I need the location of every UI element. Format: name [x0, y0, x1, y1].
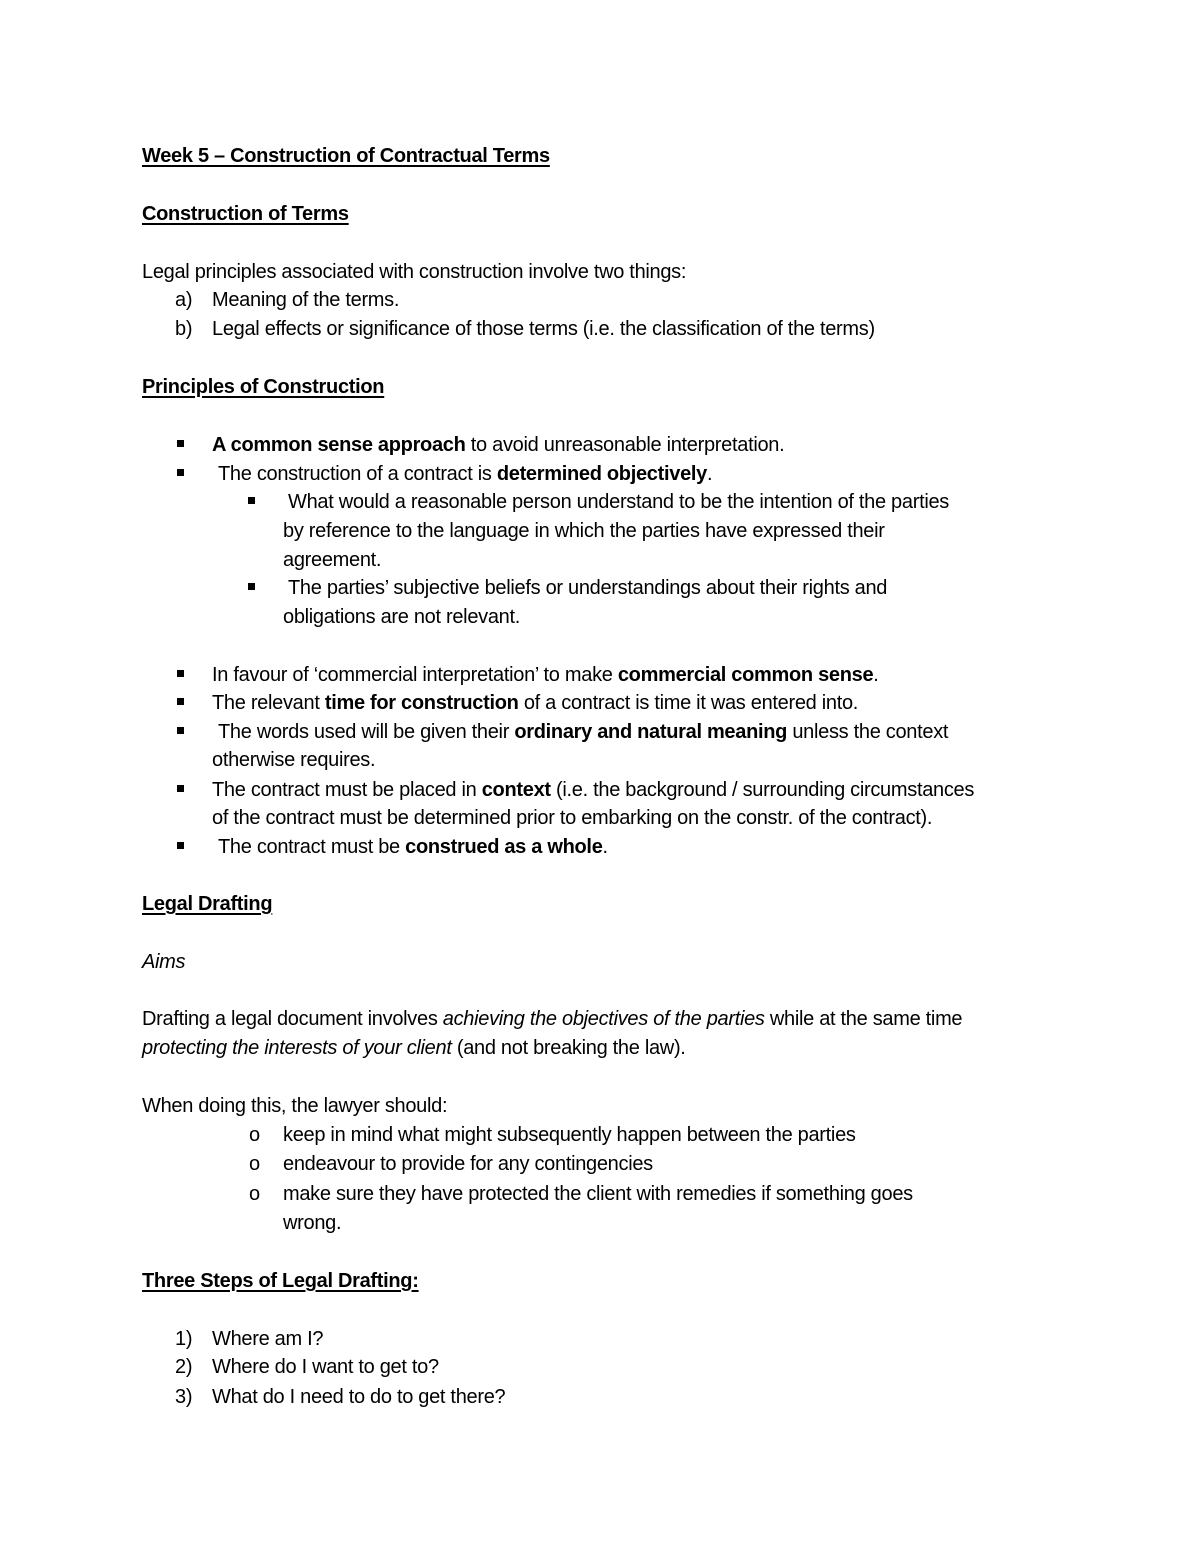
sub-list-item: The parties’ subjective beliefs or understandings about their rights and [288, 577, 888, 599]
document-title: Week 5 – Construction of Contractual Terms [142, 145, 550, 167]
sub-list-item: What would a reasonable person understand to be the intention of the parties [288, 491, 949, 513]
bullet-square-icon [177, 727, 184, 734]
list-item: Legal effects or significance of those terms (i.e. the classification of the terms) [212, 318, 875, 340]
heading-principles-of-construction: Principles of Construction [142, 376, 385, 398]
list-marker: b) [175, 318, 193, 340]
list-item: What do I need to do to get there? [212, 1386, 506, 1408]
list-item: The words used will be given their ordinary and natural meaning unless the context [218, 721, 949, 743]
bullet-square-icon [177, 440, 184, 447]
heading-three-steps: Three Steps of Legal Drafting: [142, 1270, 419, 1292]
list-item: The relevant time for construction of a contract is time it was entered into. [212, 692, 859, 714]
list-item-continuation: of the contract must be determined prior to embarking on the constr. of the contract). [212, 807, 933, 829]
bullet-square-icon [248, 583, 255, 590]
sub-list-item-continuation: obligations are not relevant. [283, 606, 521, 628]
list-item: In favour of ‘commercial interpretation’ to make commercial common sense. [212, 664, 879, 686]
bullet-square-icon [177, 469, 184, 476]
bullet-square-icon [177, 670, 184, 677]
paragraph: Drafting a legal document involves achieving the objectives of the parties while at the same time [142, 1008, 963, 1030]
list-item: A common sense approach to avoid unreasonable interpretation. [212, 434, 785, 456]
list-item: endeavour to provide for any contingencies [283, 1153, 653, 1175]
list-marker: a) [175, 289, 193, 311]
list-marker: 1) [175, 1328, 193, 1350]
list-item-continuation: wrong. [283, 1212, 342, 1234]
list-item: Meaning of the terms. [212, 289, 400, 311]
bullet-square-icon [177, 698, 184, 705]
list-item: make sure they have protected the client with remedies if something goes [283, 1183, 913, 1205]
list-item: Where do I want to get to? [212, 1356, 439, 1378]
list-item: keep in mind what might subsequently happen between the parties [283, 1124, 856, 1146]
paragraph-continuation: protecting the interests of your client (and not breaking the law). [142, 1037, 686, 1059]
bullet-square-icon [177, 785, 184, 792]
heading-construction-of-terms: Construction of Terms [142, 203, 349, 225]
list-item: The contract must be placed in context (i.e. the background / surrounding circumstances [212, 779, 975, 801]
list-marker: o [249, 1183, 260, 1205]
list-item: The contract must be construed as a whole. [218, 836, 608, 858]
list-item: The construction of a contract is determined objectively. [218, 463, 713, 485]
list-marker: o [249, 1153, 260, 1175]
bullet-square-icon [177, 842, 184, 849]
list-marker: o [249, 1124, 260, 1146]
list-item: Where am I? [212, 1328, 324, 1350]
list-marker: 2) [175, 1356, 193, 1378]
list-marker: 3) [175, 1386, 193, 1408]
sub-list-item-continuation: agreement. [283, 549, 382, 571]
paragraph: Legal principles associated with construction involve two things: [142, 261, 687, 283]
paragraph: When doing this, the lawyer should: [142, 1095, 448, 1117]
heading-legal-drafting: Legal Drafting [142, 893, 273, 915]
sub-list-item-continuation: by reference to the language in which the parties have expressed their [283, 520, 885, 542]
list-item-continuation: otherwise requires. [212, 749, 376, 771]
bullet-square-icon [248, 497, 255, 504]
subheading-aims: Aims [142, 951, 186, 973]
